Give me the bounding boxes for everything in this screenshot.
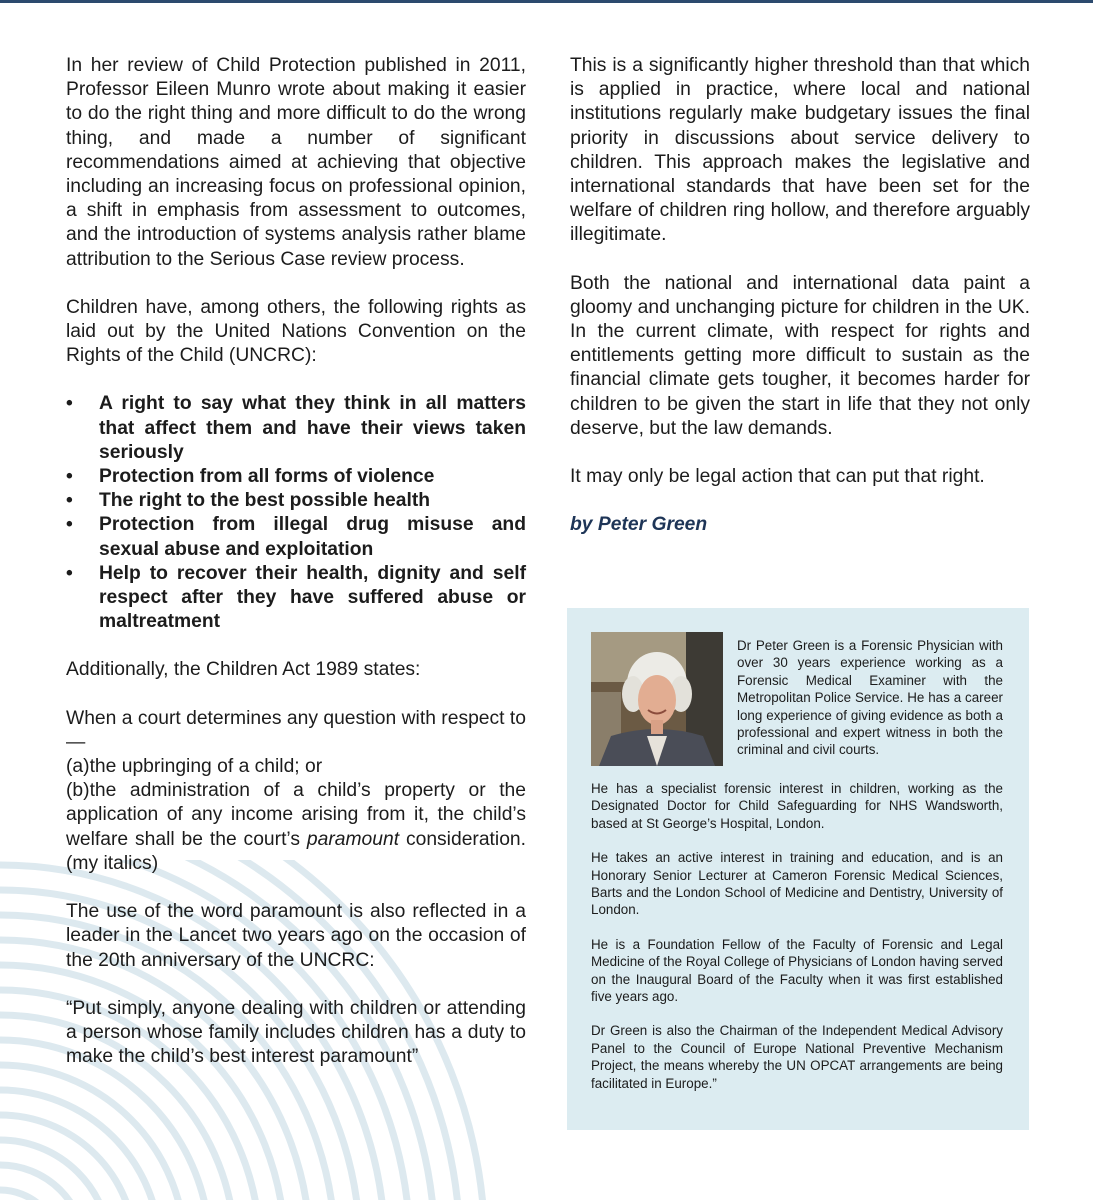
rights-list-item: • Protection from illegal drug misuse and sexual abuse and exploitation bbox=[66, 514, 526, 560]
author-byline: by Peter Green bbox=[570, 514, 708, 536]
top-rule bbox=[0, 0, 1093, 3]
bullet-icon: • bbox=[66, 490, 73, 512]
bullet-icon: • bbox=[66, 466, 73, 488]
children-act-paragraph: Additionally, the Children Act 1989 states: bbox=[66, 659, 421, 681]
right-column bbox=[570, 54, 1030, 561]
paramount-italic: paramount bbox=[306, 828, 400, 850]
bullet-icon: • bbox=[66, 562, 73, 584]
conclusion-paragraph: It may only be legal action that can put that right. bbox=[570, 466, 985, 488]
bio-intro-text: Dr Peter Green is a Forensic Physician with over 30 years experience working as a Forensic Medical Examiner with the Metropolitan Police Service. He has a career long experience of giving evidence as both a professional and expert witness in both the criminal and civil courts. bbox=[737, 638, 1003, 758]
bullet-icon: • bbox=[66, 393, 73, 415]
children-act-clause bbox=[66, 707, 526, 876]
rights-list bbox=[66, 392, 526, 634]
author-photo bbox=[591, 632, 723, 766]
bio-details bbox=[591, 780, 1003, 1109]
data-paragraph: Both the national and international data paint a gloomy and unchanging picture for children in the UK. In the current climate, with respect for rights and entitlements getting more difficult to sustain as the financial climate gets tougher, it becomes harder for children to be given the start in life that they not only deserve, but the law demands. bbox=[570, 272, 1030, 439]
bio-paragraph: He is a Foundation Fellow of the Faculty of Forensic and Legal Medicine of the Royal College of Physicians of London having served on the Inaugural Board of the Faculty when it was first established five years ago. bbox=[591, 936, 1003, 1005]
rights-list-item: • Protection from all forms of violence bbox=[66, 465, 526, 489]
lancet-paragraph: The use of the word paramount is also reflected in a leader in the Lancet two years ago on the occasion of the 20th anniversary of the UNCRC: bbox=[66, 901, 526, 971]
left-column bbox=[66, 54, 526, 1093]
clause-a: (a)the upbringing of a child; or bbox=[66, 756, 323, 778]
rights-list-item: • The right to the best possible health bbox=[66, 489, 526, 513]
bullet-icon: • bbox=[66, 514, 73, 536]
lancet-quote: “Put simply, anyone dealing with children or attending a person whose family includes children has a duty to make the child’s best interest paramount” bbox=[66, 997, 526, 1068]
rights-list-item: • A right to say what they think in all matters that affect them and have their views taken seriously bbox=[66, 393, 526, 463]
clause-b: (b)the administration of a child’s property or the application of any income arising from it, the child’s welfare shall be the court’s paramount consideration. (my italics) bbox=[66, 780, 526, 874]
threshold-paragraph: This is a significantly higher threshold than that which is applied in practice, where local and national institutions regularly make budgetary issues the final priority in discussions about service delivery to children. This approach makes the legislative and international standards that have been set for the welfare of children ring hollow, and therefore arguably illegitimate. bbox=[570, 55, 1030, 246]
rights-list-item: • Help to recover their health, dignity and self respect after they have suffered abuse or maltreatment bbox=[66, 562, 526, 633]
bio-paragraph: He takes an active interest in training and education, and is an Honorary Senior Lecturer at Cameron Forensic Medical Sciences, Barts and the London School of Medicine and Dentistry, University of London. bbox=[591, 850, 1003, 918]
author-bio-box bbox=[567, 608, 1029, 1130]
bio-paragraph: Dr Green is also the Chairman of the Independent Medical Advisory Panel to the Council of Europe National Preventive Mechanism Project, the means whereby the UN OPCAT arrangements are being facilitated in Europe.” bbox=[591, 1023, 1003, 1091]
clause-intro: When a court determines any question with respect to— bbox=[66, 707, 526, 753]
rights-intro-paragraph: Children have, among others, the following rights as laid out by the United Nations Convention on the Rights of the Child (UNCRC): bbox=[66, 296, 526, 367]
bio-paragraph: He has a specialist forensic interest in children, working as the Designated Doctor for Child Safeguarding for NHS Wandsworth, based at St George’s Hospital, London. bbox=[591, 781, 1003, 831]
intro-paragraph: In her review of Child Protection published in 2011, Professor Eileen Munro wrote about making it easier to do the right thing and more difficult to do the wrong thing, and made a number of significant recommendations aimed at achieving that objective including an increasing focus on professional opinion, a shift in emphasis from assessment to outcomes, and the introduction of systems analysis rather blame attribution to the Serious Case review process. bbox=[66, 55, 526, 270]
